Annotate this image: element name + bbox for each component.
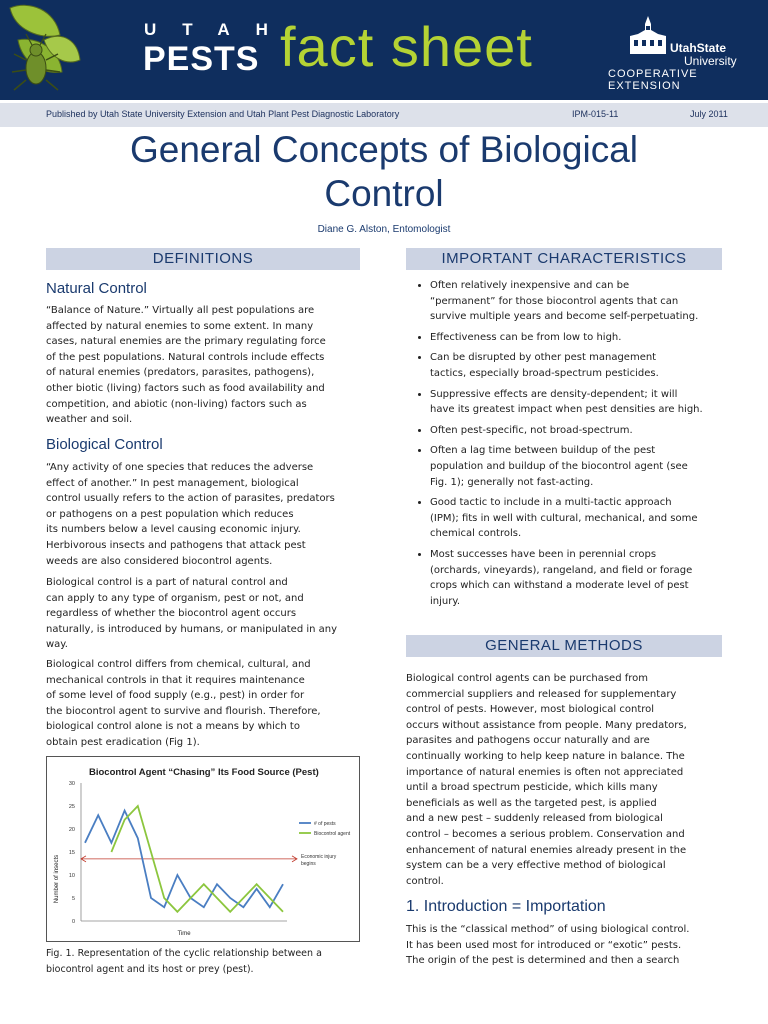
y-tick-label: 5 — [71, 896, 75, 902]
document-id: IPM-015-11 — [572, 109, 619, 119]
characteristic-line: • Good tactic to include in a multi-tactic approach — [430, 497, 672, 509]
chart-title: Biocontrol Agent “Chasing” Its Food Source (Pest) — [89, 767, 319, 778]
characteristic-line: tactics, especially broad-spectrum pesticides. — [430, 367, 659, 379]
characteristic-line: (orchards, vineyards), rangeland, and field or forage — [430, 564, 693, 576]
y-tick-label: 10 — [68, 873, 75, 879]
university-name: UtahState University — [670, 41, 737, 68]
figure-1-chart — [46, 756, 360, 942]
general-methods-header: GENERAL METHODS — [406, 635, 722, 657]
characteristic-line: “permanent” for those biocontrol agents that can — [430, 295, 679, 307]
biological-control-paragraph-3: Biological control differs from chemical, cultural, and mechanical controls in that it requires maintenance of some level of food supply (e.g., pest) in order for the biocontrol agent to survive and flourish. Therefore, biological control alone is not a means by which to obtain pest eradication (Fig 1). — [46, 659, 321, 748]
characteristic-line: • Often a lag time between buildup of the pest — [430, 445, 656, 457]
legend-label: Biocontrol agent — [314, 831, 351, 837]
characteristic-line: Fig. 1); generally not fast-acting. — [430, 476, 594, 488]
characteristic-item — [430, 495, 738, 542]
threshold-label: begins — [301, 860, 316, 867]
characteristic-line: chemical controls. — [430, 528, 522, 540]
general-methods-paragraph: Biological control agents can be purchased from commercial suppliers and released for supplementary control of pests. However, most biological control occurs without assistance from people. Many predators, parasites and pathogens occur naturally and are continually working to help keep nature in balance. The importance of natural enemies is often not appreciated until a broad spectrum pesticide, which kills many beneficials as well as the targeted pest, is applied and a new pest – suddenly released from biological control – becomes a serious problem. Conservation and enhancement of natural enemies already present in the system can be a very effective method of biological control. — [406, 673, 687, 887]
figure-caption: Fig. 1. Representation of the cyclic relationship between a biocontrol agent and its host or prey (pest). — [46, 948, 322, 975]
definitions-header: DEFINITIONS — [46, 248, 360, 270]
characteristic-line: • Often relatively inexpensive and can be — [430, 280, 630, 291]
utah-label: UTAH — [144, 20, 294, 39]
publication-date: July 2011 — [690, 109, 728, 119]
characteristic-line: population and buildup of the biocontrol agent (see — [430, 460, 688, 472]
y-tick-label: 15 — [68, 850, 75, 856]
y-tick-label: 0 — [71, 919, 75, 925]
characteristics-list — [414, 278, 738, 614]
characteristic-line: have its greatest impact when pest densities are high. — [430, 404, 703, 416]
characteristic-line: • Effectiveness can be from low to high. — [430, 331, 622, 343]
publication-strip — [0, 103, 768, 127]
biological-control-paragraph-1: “Any activity of one species that reduces the adverse effect of another.” In pest management, biological control usually refers to the action of parasites, predators or pathogens on a pest population which reduces its numbers below a level causing economic injury. Herbivorous insects and pathogens that attack pest weeds are also considered biocontrol agents. — [46, 462, 335, 567]
natural-control-paragraph: “Balance of Nature.” Virtually all pest populations are affected by natural enemies to some extent. In many cases, natural enemies are the primary regulating force of the pest populations. Natural controls include effects of natural enemies (predators, parasites, pathogens), other biotic (living) factors such as food availability and competition, and abiotic (non-living) factors such as weather and soil. — [46, 305, 326, 426]
characteristic-item — [430, 387, 738, 418]
chart-plot-area — [69, 781, 351, 925]
author-line: Diane G. Alston, Entomologist — [317, 224, 451, 235]
biological-control-paragraph-2: Biological control is a part of natural control and can apply to any type of organism, pest or not, and regardless of whether the biocontrol agent occurs naturally, is introduced by humans, or manipulated in any way. — [46, 577, 338, 651]
cooperative-extension-label: COOPERATIVE EXTENSION — [608, 68, 698, 92]
characteristic-item — [430, 547, 738, 609]
x-axis-label: Time — [177, 931, 191, 937]
pests-label: PESTS — [143, 40, 260, 78]
natural-control-heading: Natural Control — [46, 280, 147, 297]
characteristic-item — [430, 443, 738, 490]
characteristic-item — [430, 330, 738, 346]
y-axis-label: Number of insects — [54, 854, 60, 904]
y-tick-label: 30 — [68, 781, 75, 787]
characteristic-line: survive multiple years and become self-perpetuating. — [430, 311, 699, 323]
chart-svg — [47, 757, 359, 941]
threshold-label: Economic injury — [301, 853, 337, 860]
introduction-heading: 1. Introduction = Importation — [406, 898, 606, 915]
characteristic-line: (IPM); fits in well with cultural, mechanical, and some — [430, 512, 698, 524]
characteristic-item — [430, 423, 738, 439]
y-tick-label: 20 — [68, 827, 75, 833]
insect-leaf-illustration — [0, 0, 82, 100]
characteristic-line: crops which can withstand a moderate level of pest — [430, 580, 689, 592]
introduction-paragraph: This is the “classical method” of using biological control. It has been used most for introduced or “exotic” pests. The origin of the pest is determined and then a search — [406, 924, 690, 967]
characteristic-line: injury. — [430, 595, 461, 607]
header-banner — [0, 0, 768, 100]
characteristic-line: • Often pest-specific, not broad-spectrum. — [430, 424, 633, 436]
page-title: General Concepts of Biological Control — [129, 129, 638, 214]
legend-label: # of pests — [314, 821, 336, 827]
characteristic-item — [430, 350, 738, 381]
characteristic-item — [430, 278, 738, 325]
published-by-text: Published by Utah State University Extension and Utah Plant Pest Diagnostic Laboratory — [46, 109, 400, 119]
characteristic-line: • Suppressive effects are density-dependent; it will — [430, 388, 678, 400]
fact-sheet-label: fact sheet — [280, 15, 533, 78]
y-tick-label: 25 — [68, 804, 75, 810]
biological-control-heading: Biological Control — [46, 436, 163, 453]
important-characteristics-header: IMPORTANT CHARACTERISTICS — [406, 248, 722, 270]
old-main-building-icon — [628, 14, 668, 58]
characteristic-line: • Can be disrupted by other pest management — [430, 352, 657, 364]
characteristic-line: • Most successes have been in perennial crops — [430, 548, 657, 560]
